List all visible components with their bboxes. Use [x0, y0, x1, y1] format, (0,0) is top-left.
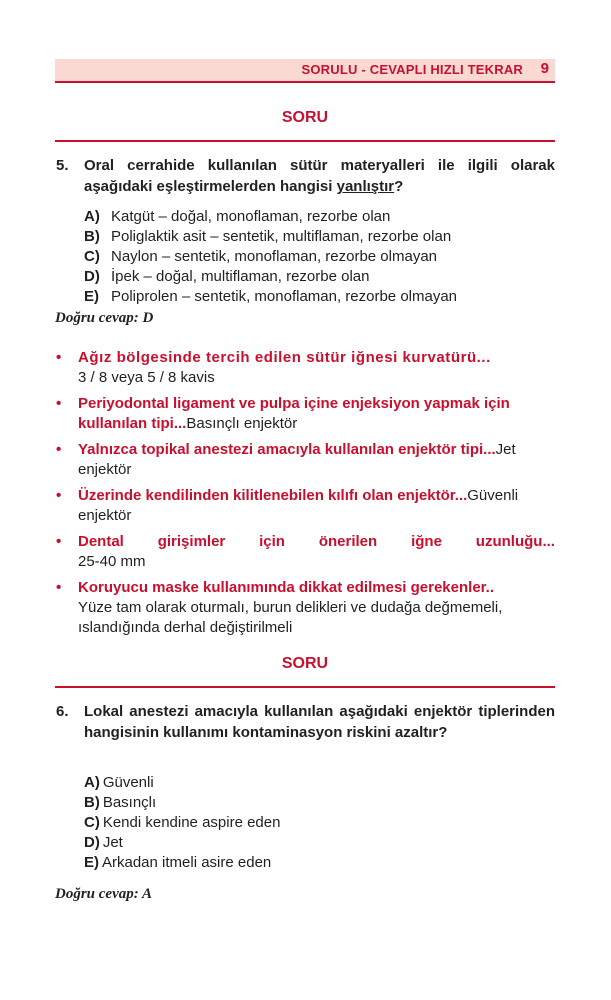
question-5-line2-post: ? — [394, 178, 404, 195]
fact-answer: Yüze tam olarak oturmalı, burun delikleri ve dudağa değmemeli, ıslandığında derhal değiştirilmeli — [78, 599, 503, 636]
option-d[interactable] — [84, 267, 555, 287]
answer-value: D — [142, 310, 154, 326]
question-5-answer — [55, 310, 153, 327]
option-text: Arkadan itmeli asire eden — [102, 854, 272, 871]
option-c[interactable] — [84, 813, 555, 833]
option-letter: E) — [84, 288, 99, 305]
option-letter: D) — [84, 268, 100, 285]
fact-answer: Jet enjektör — [78, 441, 516, 478]
answer-label: Doğru cevap: — [55, 886, 139, 902]
question-5-line1-text: Oral cerrahide kullanılan sütür materyalleri ile ilgili olarak — [84, 157, 555, 174]
option-text: Basınçlı — [102, 794, 157, 811]
option-text: Katgüt – doğal, monoflaman, rezorbe olan — [111, 208, 391, 225]
question-6-answer — [55, 886, 152, 903]
option-text: Naylon – sentetik, monoflaman, rezorbe olmayan — [111, 248, 438, 265]
option-text: Kendi kendine aspire eden — [102, 814, 281, 831]
bullet-icon: • — [56, 441, 62, 458]
answer-value: A — [141, 886, 152, 902]
fact-question-word: önerilen — [318, 533, 378, 550]
fact-question-word: girişimler — [157, 533, 226, 550]
bullet-icon: • — [56, 579, 62, 596]
option-text: Güvenli — [102, 774, 154, 791]
header-title: SORULU - CEVAPLI HIZLI TEKRAR — [301, 62, 523, 77]
running-header — [55, 59, 555, 81]
option-letter: B) — [84, 228, 100, 245]
fact-question: Periyodontal ligament ve pulpa içine enjeksiyon yapmak için kullanılan tipi... — [78, 395, 510, 432]
question-6-text: Lokal anestezi amacıyla kullanılan aşağıdaki enjektör tiplerinden hangisinin kullanımı kontaminasyon riskini azaltır? — [84, 703, 555, 741]
fact-question-word: için — [259, 533, 285, 550]
fact-question: Ağız bölgesinde tercih edilen sütür iğnesi kurvatürü... — [78, 349, 491, 366]
option-d[interactable] — [84, 833, 555, 853]
option-text: Poliprolen – sentetik, monoflaman, rezorbe olmayan — [111, 288, 458, 305]
option-letter: C) — [84, 814, 100, 831]
option-a[interactable] — [84, 207, 555, 227]
list-item — [56, 394, 555, 434]
question-5-options — [84, 207, 555, 307]
fact-question: Üzerinde kendilinden kilitlenebilen kılıfı olan enjektör... — [78, 487, 468, 504]
option-e[interactable] — [84, 287, 555, 307]
section-title-1: SORU — [281, 109, 329, 126]
fact-question: Koruyucu maske kullanımında dikkat edilmesi gerekenler.. — [78, 579, 495, 596]
question-5-number: 5. — [56, 157, 69, 174]
option-letter: D) — [84, 834, 100, 851]
option-letter: B) — [84, 794, 100, 811]
fact-question — [78, 532, 555, 552]
list-item — [56, 532, 555, 572]
header-rule — [55, 81, 555, 83]
list-item — [56, 578, 555, 638]
question-5-text — [84, 155, 555, 197]
question-5-line2 — [84, 176, 555, 197]
option-text: İpek – doğal, multiflaman, rezorbe olan — [111, 268, 370, 285]
option-b[interactable] — [84, 793, 555, 813]
bullet-icon: • — [56, 395, 62, 412]
option-letter: A) — [84, 208, 100, 225]
option-letter: A) — [84, 774, 100, 791]
bullet-icon: • — [56, 349, 62, 366]
question-5-emphasis: yanlıştır — [336, 178, 395, 195]
fact-question-word: uzunluğu... — [475, 533, 555, 550]
option-text: Jet — [102, 834, 123, 851]
section-rule-1 — [55, 140, 555, 142]
option-b[interactable] — [84, 227, 555, 247]
answer-label: Doğru cevap: — [55, 310, 139, 326]
bullet-icon: • — [56, 487, 62, 504]
list-item — [56, 348, 555, 388]
fact-question-word: Dental — [78, 533, 124, 550]
fact-question: Yalnızca topikal anestezi amacıyla kullanılan enjektör tipi... — [78, 441, 496, 458]
option-letter: C) — [84, 248, 100, 265]
fact-answer: Basınçlı enjektör — [186, 415, 298, 432]
section-title-2: SORU — [281, 655, 329, 672]
key-facts-list — [56, 348, 555, 644]
page-number: 9 — [540, 60, 549, 77]
option-e[interactable] — [84, 853, 555, 873]
question-5-line1 — [84, 155, 555, 176]
fact-answer: 3 / 8 veya 5 / 8 kavis — [78, 369, 215, 386]
list-item — [56, 440, 555, 480]
option-c[interactable] — [84, 247, 555, 267]
option-letter: E) — [84, 854, 99, 871]
fact-answer: 25-40 mm — [78, 553, 146, 570]
fact-answer: Güvenli enjektör — [78, 487, 519, 524]
question-6-number: 6. — [56, 703, 69, 720]
question-6-options — [84, 773, 555, 873]
question-5-line2-pre: aşağıdaki eşleştirmelerden hangisi — [84, 178, 337, 195]
option-a[interactable] — [84, 773, 555, 793]
section-rule-2 — [55, 686, 555, 688]
bullet-icon: • — [56, 533, 62, 550]
fact-question-word: iğne — [411, 533, 442, 550]
option-text: Poliglaktik asit – sentetik, multiflaman, rezorbe olan — [111, 228, 452, 245]
list-item — [56, 486, 555, 526]
